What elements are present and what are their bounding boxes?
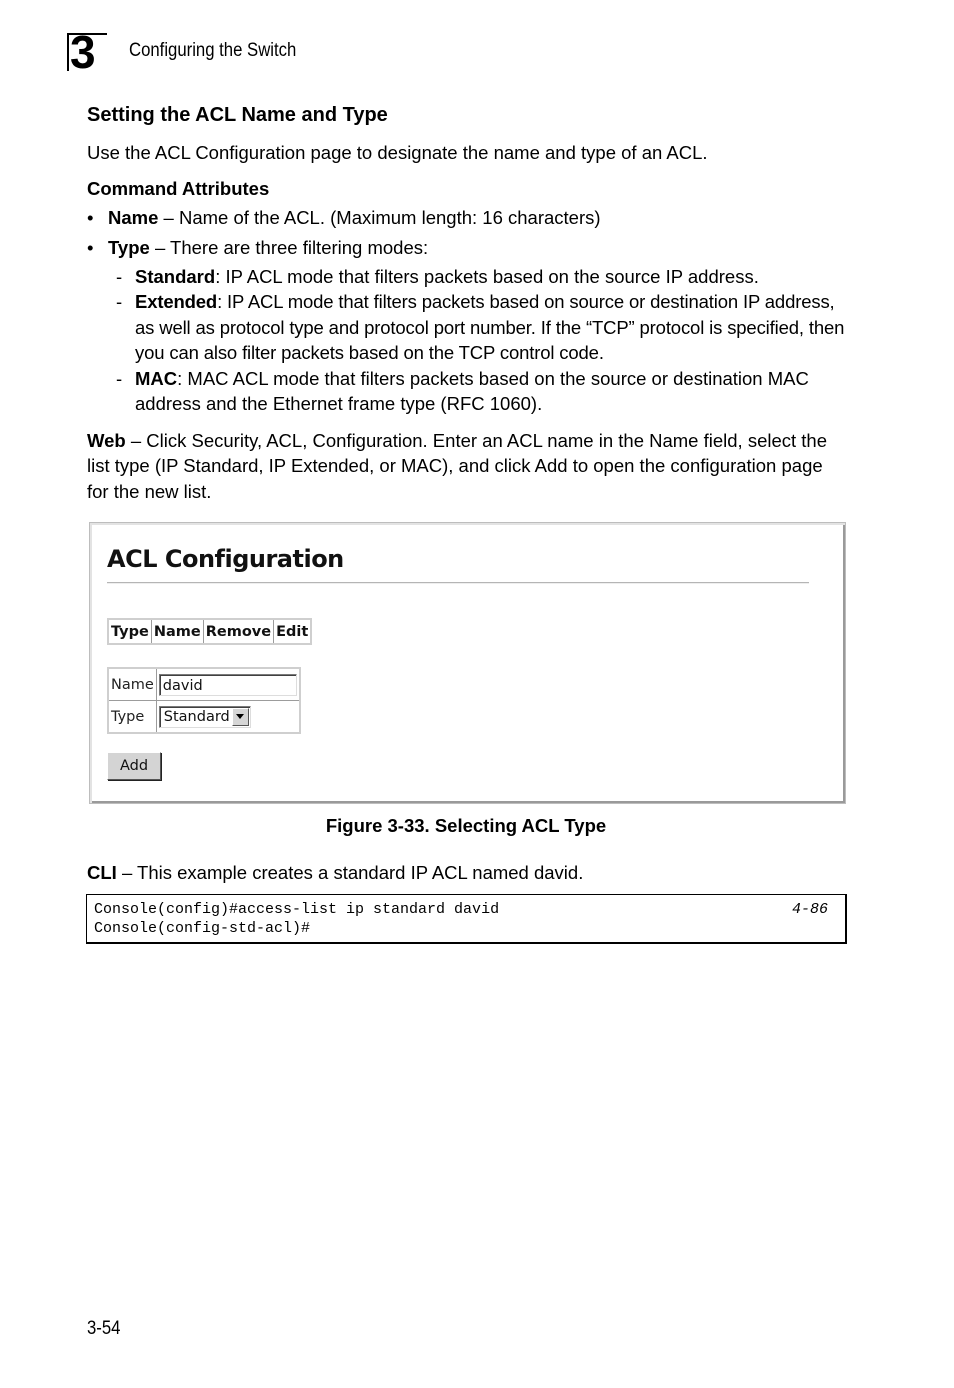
acl-list-table bbox=[107, 618, 312, 645]
type-label: Type bbox=[108, 701, 156, 734]
mode-text: : MAC ACL mode that filters packets based on the source or destination MAC address and the Ethernet frame type (RFC 1060). bbox=[135, 367, 809, 414]
main-content bbox=[87, 102, 847, 504]
chevron-down-icon bbox=[236, 714, 244, 719]
bullet-name bbox=[87, 205, 847, 231]
cli-code-block bbox=[86, 894, 847, 944]
dash-mark: - bbox=[116, 265, 123, 287]
cli-term: CLI bbox=[87, 862, 117, 883]
acl-configuration-title: ACL Configuration bbox=[107, 545, 344, 573]
form-row-type bbox=[108, 701, 300, 734]
name-label: Name bbox=[108, 668, 156, 701]
column-header-type: Type bbox=[108, 619, 151, 644]
bullet-text: – There are three filtering modes: bbox=[149, 237, 429, 258]
web-term: Web bbox=[87, 429, 126, 451]
page-number: 3-54 bbox=[87, 1318, 121, 1339]
add-button[interactable]: Add bbox=[107, 752, 161, 780]
web-text: – Click Security, ACL, Configuration. Enter an ACL name in the Name field, select the list type (IP Standard, IP Extended, or MAC), and click Add to open the configuration page for the new list. bbox=[87, 429, 828, 502]
figure-caption: Figure 3-33. Selecting ACL Type bbox=[325, 815, 607, 836]
mode-term: Standard bbox=[135, 265, 216, 287]
mode-item-extended bbox=[87, 289, 847, 366]
bullet-type bbox=[87, 235, 847, 261]
chapter-number: 3 bbox=[70, 26, 95, 78]
running-header-title: Configuring the Switch bbox=[129, 40, 297, 61]
acl-type-select[interactable] bbox=[159, 706, 251, 728]
column-header-name: Name bbox=[151, 619, 203, 644]
command-attributes-heading: Command Attributes bbox=[87, 177, 270, 199]
code-line bbox=[94, 919, 838, 938]
code-text: Console(config)#access-list ip standard david bbox=[94, 901, 500, 918]
mode-text: : IP ACL mode that filters packets based on the source IP address. bbox=[215, 265, 759, 287]
acl-configuration-screenshot bbox=[89, 522, 846, 804]
mode-list bbox=[87, 264, 847, 417]
mode-text: : IP ACL mode that filters packets based on source or destination IP address, as well as protocol type and protocol port number. If the “TCP” protocol is specified, then you can also filter packets based on the TCP control code. bbox=[135, 291, 845, 363]
column-header-remove: Remove bbox=[203, 619, 273, 644]
cli-text: – This example creates a standard IP ACL named david. bbox=[116, 862, 584, 883]
mode-term: MAC bbox=[135, 367, 178, 389]
web-paragraph bbox=[87, 428, 847, 505]
mode-item-mac bbox=[87, 366, 847, 417]
column-header-edit: Edit bbox=[274, 619, 312, 644]
code-line bbox=[94, 900, 838, 919]
intro-paragraph: Use the ACL Configuration page to designate the name and type of an ACL. bbox=[87, 142, 708, 163]
acl-name-input[interactable]: david bbox=[159, 674, 297, 696]
dropdown-arrow-button[interactable] bbox=[232, 708, 249, 726]
bullet-term: Name bbox=[108, 206, 159, 228]
bullet-text: – Name of the ACL. (Maximum length: 16 characters) bbox=[158, 206, 601, 228]
code-reference: 4-86 bbox=[791, 901, 828, 918]
dash-mark: - bbox=[116, 291, 123, 312]
type-cell bbox=[156, 701, 300, 734]
acl-add-form bbox=[107, 667, 301, 734]
bullet-mark: • bbox=[87, 206, 94, 228]
code-text: Console(config-std-acl)# bbox=[94, 920, 311, 937]
table-header-row bbox=[108, 619, 311, 644]
acl-type-selected-value: Standard bbox=[163, 708, 230, 725]
section-title: Setting the ACL Name and Type bbox=[87, 104, 388, 126]
name-cell bbox=[156, 668, 300, 701]
form-row-name bbox=[108, 668, 300, 701]
title-divider bbox=[107, 582, 809, 584]
bullet-term: Type bbox=[108, 237, 150, 258]
mode-term: Extended bbox=[135, 291, 218, 312]
cli-paragraph bbox=[87, 860, 583, 885]
dash-mark: - bbox=[116, 367, 123, 389]
mode-item-standard bbox=[87, 264, 847, 290]
bullet-mark: • bbox=[87, 237, 94, 258]
